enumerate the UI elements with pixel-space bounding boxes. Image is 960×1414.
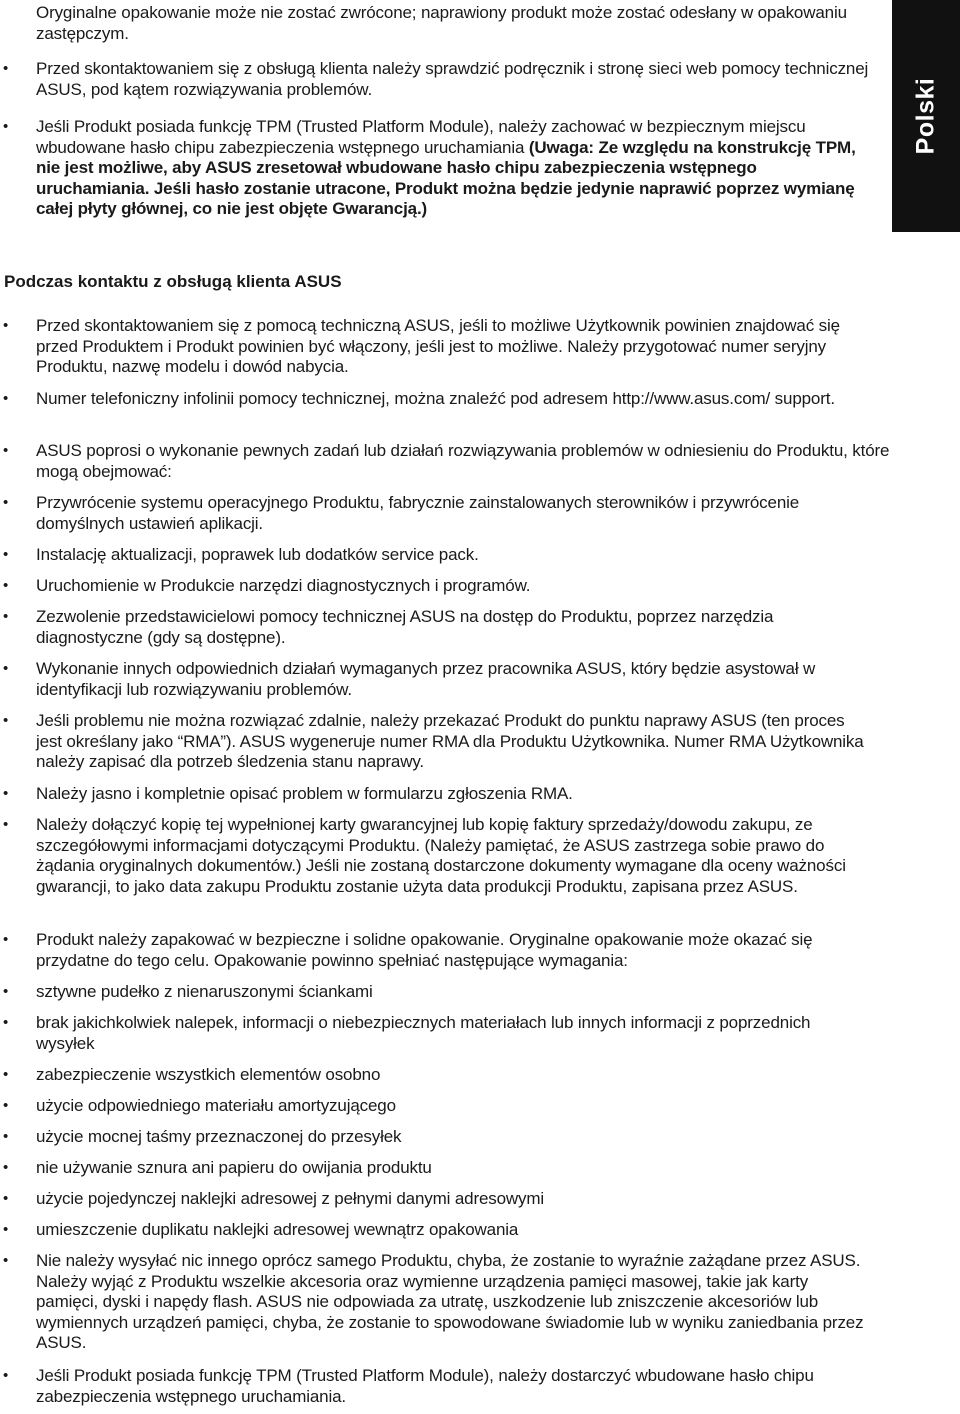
tpm-warning-text: (Uwaga: Ze względu na konstrukcję TPM, nie jest możliwe, aby ASUS zresetował wbudowane hasło chipu zabezpieczenia wstępnego uruchamiania. Jeśli hasło zostanie utracone, Produkt można będzie jedynie naprawić poprzez wymianę całej płyty głównej, co nie jest objęte Gwarancją.) (36, 137, 856, 218)
list-item: • Uruchomienie w Produkcie narzędzi diagnostycznych i programów. (0, 576, 960, 597)
list-item: • Numer telefoniczny infolinii pomocy technicznej, można znaleźć pod adresem http://www.asus.com/ support. (0, 389, 960, 410)
list-item: • umieszczenie duplikatu naklejki adresowej wewnątrz opakowania (0, 1220, 960, 1241)
list-item: • Nie należy wysyłać nic innego oprócz samego Produktu, chyba, że zostanie to wyraźnie zażądane przez ASUS. Należy wyjąć z Produktu wszelkie akcesoria oraz wymienne urządzenia pamięci masowej, takie jak karty pamięci, dyski i napędy flash. ASUS nie odpowiada za utratę, uszkodzenie lub zniszczenie akcesoriów lub wymiennych urządzeń pamięci, chyba, że zostanie to spowodowane świadomie lub w wyniku zaniedbania przez ASUS. (0, 1251, 960, 1354)
list-item: • użycie odpowiedniego materiału amortyzującego (0, 1096, 960, 1117)
tpm-note-text: Jeśli Produkt posiada funkcję TPM (Trusted Platform Module), należy zachować w bezpiecznym miejscu wbudowane hasło chipu zabezpieczenia wstępnego uruchamiania (36, 117, 806, 157)
list-item: • Jeśli Produkt posiada funkcję TPM (Trusted Platform Module), należy dostarczyć wbudowane hasło chipu zabezpieczenia wstępnego uruchamiania. (0, 1366, 960, 1407)
list-item: • ASUS poprosi o wykonanie pewnych zadań lub działań rozwiązywania problemów w odniesieniu do Produktu, które mogą obejmować: (0, 441, 960, 482)
list-item: • brak jakichkolwiek nalepek, informacji o niebezpiecznych materiałach lub innych informacji z poprzednich wysyłek (0, 1013, 960, 1054)
list-item: • Przed skontaktowaniem się z obsługą klienta należy sprawdzić podręcznik i stronę sieci web pomocy technicznej ASUS, pod kątem rozwiązywania problemów. (0, 59, 960, 100)
list-item: • nie używanie sznura ani papieru do owijania produktu (0, 1158, 960, 1179)
list-item: • użycie pojedynczej naklejki adresowej z pełnymi danymi adresowymi (0, 1189, 960, 1210)
continuation-paragraph: Oryginalne opakowanie może nie zostać zwrócone; naprawiony produkt może zostać odesłany w opakowaniu zastępczym. (36, 3, 847, 43)
list-item: • Wykonanie innych odpowiednich działań wymaganych przez pracownika ASUS, który będzie asystował w identyfikacji lub rozwiązywaniu problemów. (0, 659, 960, 700)
list-item: • użycie mocnej taśmy przeznaczonej do przesyłek (0, 1127, 960, 1148)
list-item: • sztywne pudełko z nienaruszonymi ściankami (0, 982, 960, 1003)
list-item: • Zezwolenie przedstawicielowi pomocy technicznej ASUS na dostęp do Produktu, poprzez narzędzia diagnostyczne (gdy są dostępne). (0, 607, 960, 648)
list-item: • Produkt należy zapakować w bezpieczne i solidne opakowanie. Oryginalne opakowanie może okazać się przydatne do tego celu. Opakowanie powinno spełniać następujące wymagania: (0, 930, 960, 971)
list-item: • Należy dołączyć kopię tej wypełnionej karty gwarancyjnej lub kopię faktury sprzedaży/dowodu zakupu, ze szczegółowymi informacjami dotyczącymi Produktu. (Należy pamiętać, że ASUS zastrzega sobie prawo do żądania oryginalnych dokumentów.) Jeśli nie zostaną dostarczone dokumenty wymagane dla oceny ważności gwarancji, to jako data zakupu Produktu zostanie użyta data produkcji Produktu, zapisana przez ASUS. (0, 815, 960, 897)
list-item: • Instalację aktualizacji, poprawek lub dodatków service pack. (0, 545, 960, 566)
list-item: • zabezpieczenie wszystkich elementów osobno (0, 1065, 960, 1086)
language-tab-label: Polski (911, 77, 940, 155)
section-heading: Podczas kontaktu z obsługą klienta ASUS (4, 272, 342, 291)
tpm-list-item (0, 117, 960, 220)
list-item: • Przywrócenie systemu operacyjnego Produktu, fabrycznie zainstalowanych sterowników i przywrócenie domyślnych ustawień aplikacji. (0, 493, 960, 534)
list-item: • Należy jasno i kompletnie opisać problem w formularzu zgłoszenia RMA. (0, 784, 960, 805)
list-item: • Jeśli problemu nie można rozwiązać zdalnie, należy przekazać Produkt do punktu naprawy ASUS (ten proces jest określany jako “RMA”). ASUS wygeneruje numer RMA dla Produktu Użytkownika. Numer RMA Użytkownika należy zapisać dla potrzeb śledzenia stanu naprawy. (0, 711, 960, 773)
list-item: • Przed skontaktowaniem się z pomocą techniczną ASUS, jeśli to możliwe Użytkownik powinien znajdować się przed Produktem i Produkt powinien być włączony, jeśli jest to możliwe. Należy przygotować numer seryjny Produktu, nazwę modelu i dowód nabycia. (0, 316, 960, 378)
